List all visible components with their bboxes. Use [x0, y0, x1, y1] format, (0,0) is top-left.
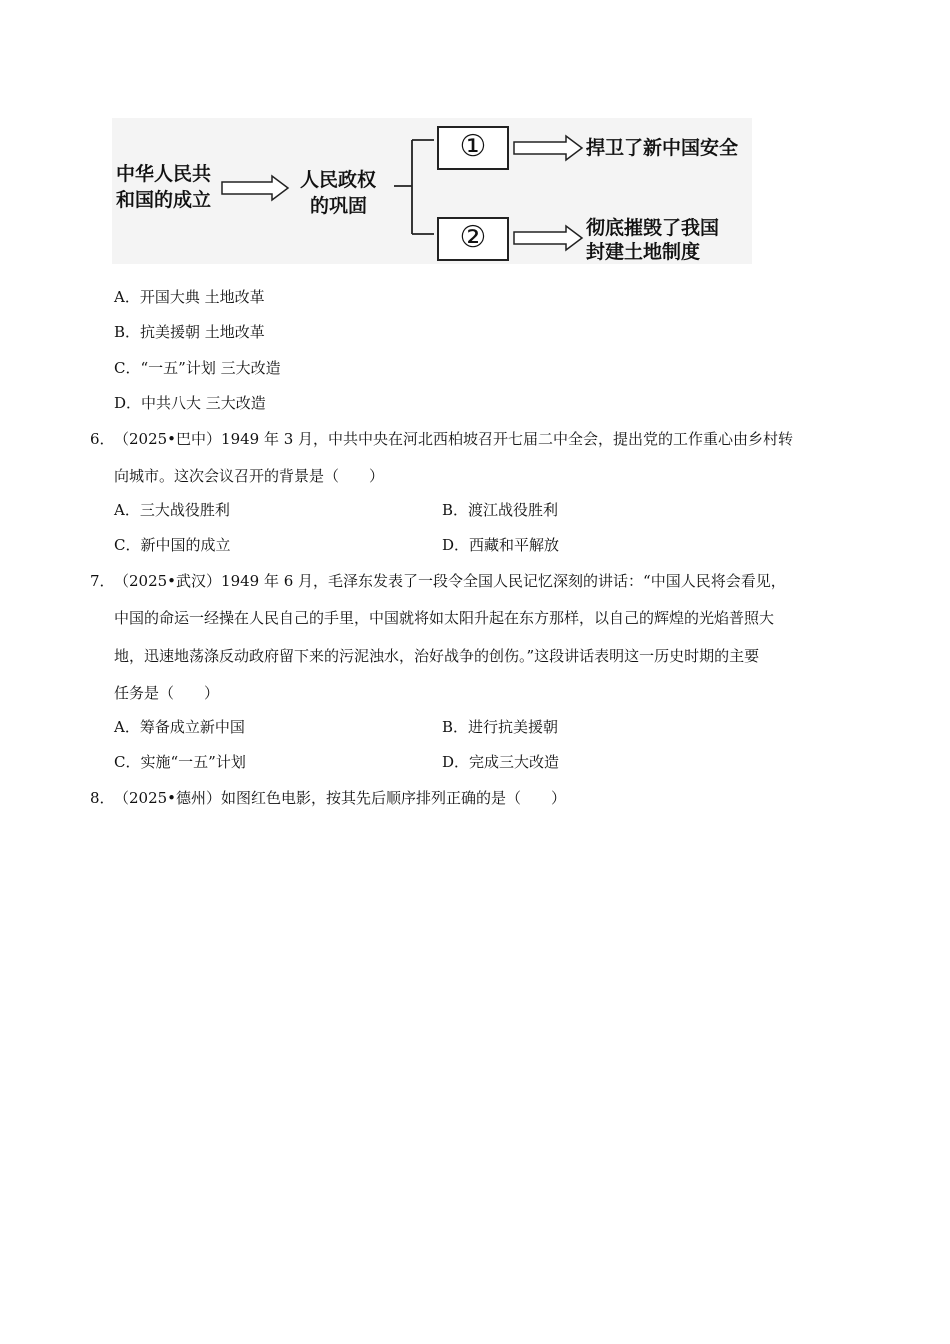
q5-option-d: D．中共八大 三大改造 [114, 394, 266, 412]
outcome-2-line2: 封建土地制度 [586, 241, 701, 263]
box-2-label: ② [459, 220, 487, 255]
q8-number: 8． [90, 789, 115, 807]
q7-stem-line4: 任务是（ ） [114, 684, 220, 702]
q5-option-c: C．“一五”计划 三大改造 [114, 359, 281, 377]
mid-label-line1: 人民政权 [300, 169, 377, 191]
q5-option-a: A．开国大典 土地改革 [114, 288, 265, 306]
q7-stem-line3: 地，迅速地荡涤反动政府留下来的污泥浊水，治好战争的创伤。”这段讲话表明这一历史时期的主要 [114, 647, 760, 665]
q6-stem-line2: 向城市。这次会议召开的背景是（ ） [114, 467, 385, 485]
q5-option-b: B．抗美援朝 土地改革 [114, 323, 265, 341]
q6-stem-line1: （2025•巴中）1949 年 3 月，中共中央在河北西柏坡召开七届二中全会，提出党的工作重心由乡村转 [114, 430, 794, 448]
q7-option-c: C．实施“一五”计划 [114, 753, 246, 771]
flow-diagram [112, 118, 752, 264]
q7-option-b: B．进行抗美援朝 [442, 718, 559, 736]
outcome-1: 捍卫了新中国安全 [586, 137, 739, 159]
q7-stem-line1: （2025•武汉）1949 年 6 月，毛泽东发表了一段令全国人民记忆深刻的讲话：“中国人民将会看见， [114, 572, 786, 590]
q6-option-a: A．三大战役胜利 [114, 501, 230, 519]
q7-number: 7． [90, 572, 115, 590]
q6-number: 6． [90, 430, 115, 448]
box-1-label: ① [459, 129, 487, 164]
q6-option-b: B．渡江战役胜利 [442, 501, 559, 519]
q8-stem-line1: （2025•德州）如图红色电影，按其先后顺序排列正确的是（ ） [114, 789, 567, 807]
start-label-line2: 和国的成立 [116, 189, 212, 211]
q6-option-d: D．西藏和平解放 [442, 536, 560, 554]
q7-option-a: A．筹备成立新中国 [114, 718, 245, 736]
q7-stem-line2: 中国的命运一经操在人民自己的手里，中国就将如太阳升起在东方那样，以自己的辉煌的光焰普照大 [114, 609, 775, 627]
q6-option-c: C．新中国的成立 [114, 536, 231, 554]
start-label-line1: 中华人民共 [116, 163, 212, 185]
mid-label-line2: 的巩固 [310, 195, 368, 217]
q7-option-d: D．完成三大改造 [442, 753, 560, 771]
outcome-2-line1: 彻底摧毁了我国 [586, 217, 720, 239]
